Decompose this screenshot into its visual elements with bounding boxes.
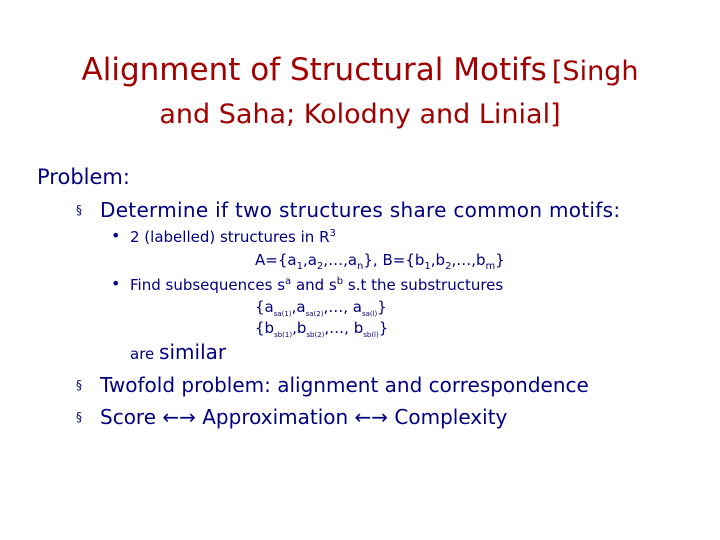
are-similar: are similar bbox=[130, 340, 227, 364]
square-bullet-icon: § bbox=[76, 203, 82, 217]
title-main: Alignment of Structural Motifs bbox=[81, 52, 547, 88]
square-bullet-icon: § bbox=[76, 378, 82, 392]
slide-title-line2: and Saha; Kolodny and Linial] bbox=[159, 99, 561, 130]
double-arrow-icon: ←→ bbox=[354, 405, 389, 429]
dot-bullet-icon: • bbox=[111, 274, 121, 293]
square-bullet-icon: § bbox=[76, 410, 82, 424]
sets-definition: $A=\{a_1,a_2,\dots,a_n\}$, $B=\{b_1,b_2,\dots,b_m\}$ bbox=[255, 251, 505, 272]
double-arrow-icon: ←→ bbox=[162, 405, 196, 429]
subbullet-labelled-structures: 2 (labelled) structures in $R^3$ bbox=[130, 228, 336, 246]
bullet-score: Score ←→ Approximation ←→ Complexity bbox=[100, 405, 508, 429]
bullet-twofold: Twofold problem: alignment and correspondence bbox=[100, 373, 589, 397]
subsequence-b: {$b_{sb(1)},b_{sb(2)},\dots$, $b_{sb(l)}$} bbox=[255, 319, 389, 339]
title-cite-start: [Singh bbox=[551, 56, 639, 87]
slide-title-line1 bbox=[0, 52, 720, 88]
subbullet-find-subsequences: Find subsequences $s^a$ and $s^b$ s.t the substructures bbox=[130, 276, 504, 294]
bullet-determine: Determine if two structures share common motifs: bbox=[100, 198, 621, 222]
subsequence-a: {$a_{sa(1)},a_{sa(2)},\dots$, $a_{sa(l)}$} bbox=[255, 298, 387, 318]
problem-label: Problem: bbox=[37, 165, 130, 189]
dot-bullet-icon: • bbox=[111, 226, 121, 245]
